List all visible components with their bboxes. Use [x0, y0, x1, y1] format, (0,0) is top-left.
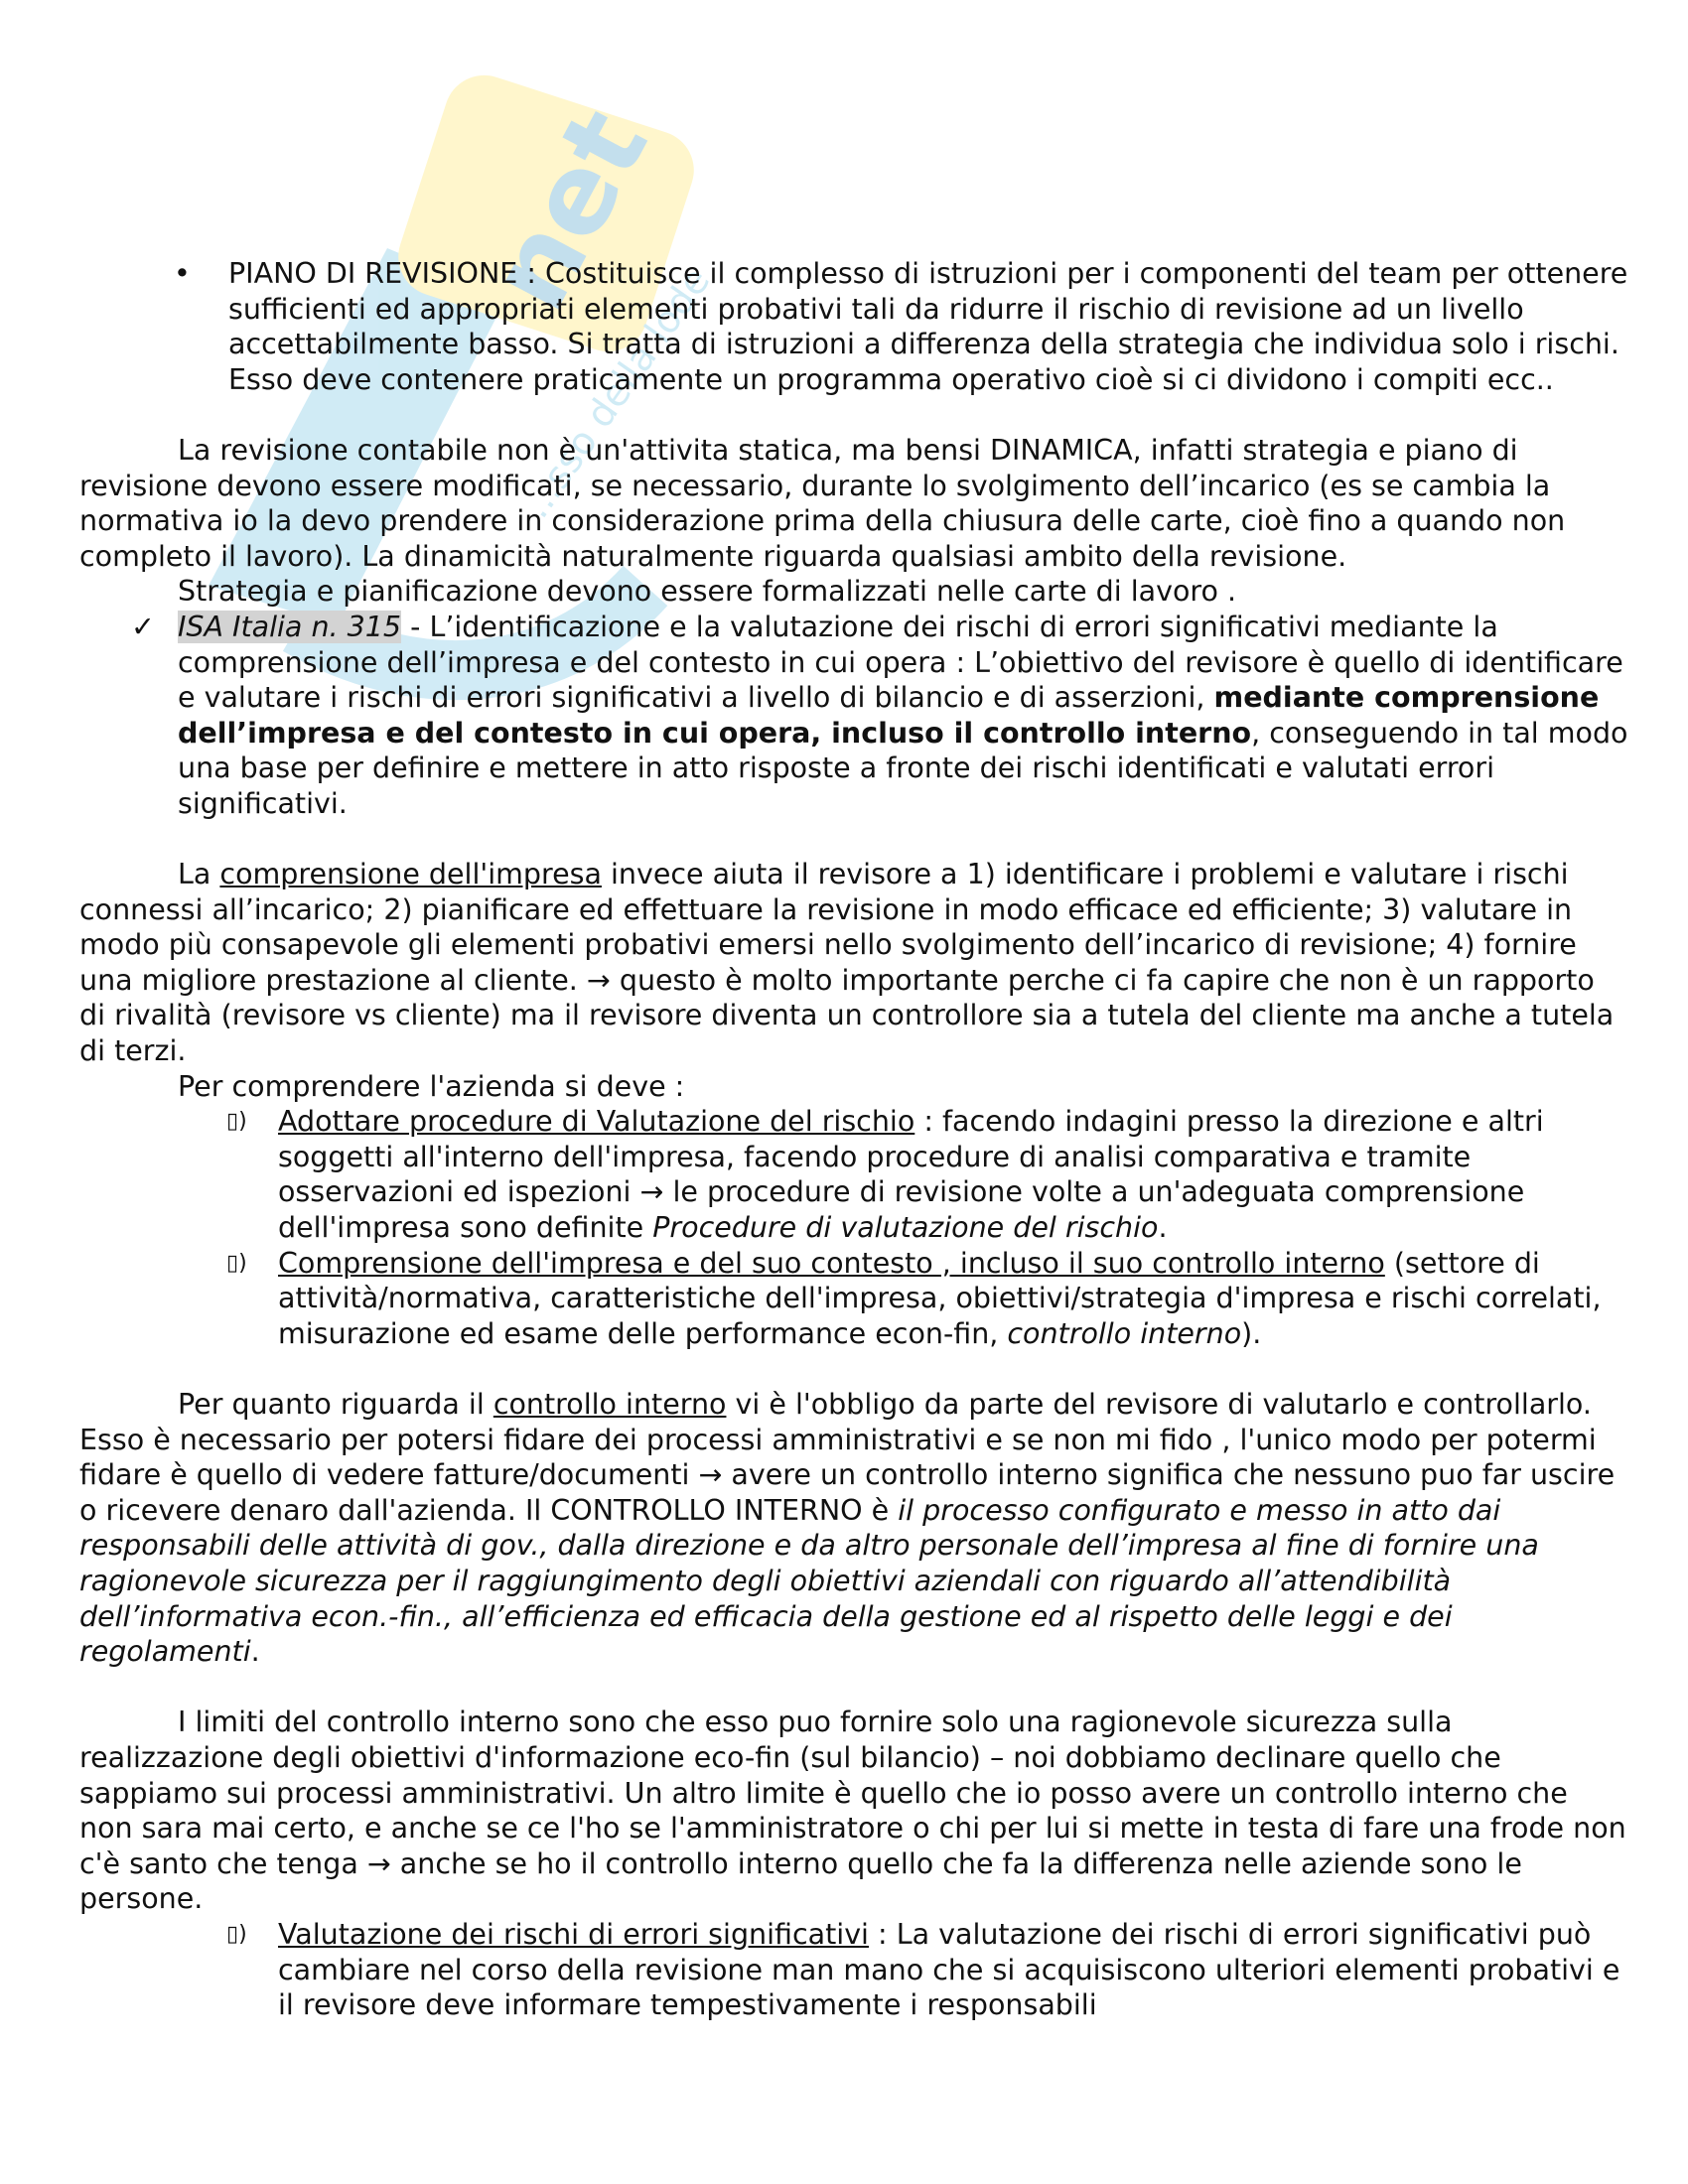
sub2-end: ).	[1241, 1316, 1262, 1350]
paragraph-comprensione	[79, 857, 1628, 1069]
paragraph-dinamica: La revisione contabile non è un'attivita statica, ma bensi DINAMICA, infatti strategia e piano di revisione devono essere modificati, se necessario, durante lo svolgimento dell’incarico (es se cambia la normativa io la devo prendere in considerazione prima della chiusura delle carte, cioè fino a quando non completo il lavoro). La dinamicità naturalmente riguarda qualsiasi ambito della revisione.	[79, 433, 1566, 573]
list-marker: ▯)	[226, 1921, 247, 1947]
sub1-end: .	[1158, 1211, 1168, 1245]
sub1-italic: Procedure di valutazione del rischio	[652, 1211, 1159, 1245]
list-marker: ▯)	[226, 1250, 247, 1276]
paragraph-limiti: I limiti del controllo interno sono che esso puo fornire solo una ragionevole sicurezza sulla realizzazione degli obiettivi d'informazione eco-fin (sul bilancio) – noi dobbiamo declinare quello che sappiamo sui processi amministrativi. Un altro limite è quello che io posso avere un controllo interno che non sara mai certo, e anche se ce l'ho se l'amministratore o chi per lui si mette in testa di fare una frode non c'è santo che tenga → anche se ho il controllo interno quello che fa la differenza nelle aziende sono le persone.	[79, 1706, 1626, 1916]
p5-end: .	[250, 1635, 260, 1669]
sub2-italic: controllo interno	[1007, 1316, 1242, 1350]
p5-italic: il processo configurato e messo in atto dai responsabili delle attività di gov., dalla direzione e da altro personale dell’impresa al fine di fornire una ragionevole sicurezza per il raggiungimento degli obiettivi aziendali con riguardo all’attendibilità dell’informativa econ.-fin., all’efficienza ed efficacia della gestione ed al rispetto delle leggi e dei regolamenti	[79, 1493, 1539, 1669]
watermark-text: net	[464, 89, 673, 330]
sub2-underline: Comprensione dell'impresa e del suo contesto , incluso il suo controllo interno	[278, 1246, 1385, 1280]
p5-start: Per quanto riguarda il	[178, 1388, 493, 1421]
bullet-label: PIANO DI REVISIONE	[228, 257, 518, 290]
bullet-piano-revisione	[79, 256, 1628, 397]
list-item-procedure	[79, 1104, 1628, 1245]
isa-text-b: , conseguendo in tal modo una base per definire e mettere in atto risposte a fronte dei rischi identificati e valutati errori significativi.	[178, 716, 1628, 820]
p3-start: La	[178, 858, 220, 891]
list-item-comprensione-impresa	[79, 1246, 1628, 1352]
sub1-underline: Adottare procedure di Valutazione del rischio	[278, 1105, 915, 1139]
paragraph-formalizzazione: Strategia e pianificazione devono essere formalizzati nelle carte di lavoro .	[178, 575, 1237, 609]
list-marker: ▯)	[226, 1109, 247, 1135]
isa-bold-text: mediante comprensione dell’impresa e del contesto in cui opera, incluso il controllo interno	[178, 681, 1600, 750]
list-item-valutazione-rischi	[79, 1917, 1628, 2023]
bullet-text: : Costituisce il complesso di istruzioni per i componenti del team per ottenere sufficienti ed appropriati elementi probativi tali da ridurre il rischio di revisione ad un livello accettabilmente basso. Si tratta di istruzioni a differenza della strategia che individua solo i rischi. Esso deve contenere praticamente un programma operativo cioè si ci dividono i compiti ecc..	[228, 257, 1628, 396]
p5-underline: controllo interno	[492, 1388, 727, 1421]
paragraph-controllo-interno	[79, 1387, 1628, 1670]
p3-rest: invece aiuta il revisore a 1) identificare i problemi e valutare i rischi connessi all’incarico; 2) pianificare ed effettuare la revisione in modo efficace ed efficiente; 3) valutare in modo più consapevole gli elementi probativi emersi nello svolgimento dell’incarico di revisione; 4) fornire una migliore prestazione al cliente. → questo è molto importante perche ci fa capire che non è un rapporto di rivalità (revisore vs cliente) ma il revisore diventa un controllore sia a tutela del cliente ma anche a tutela di terzi.	[79, 858, 1615, 1068]
p5-text: vi è l'obbligo da parte del revisore di valutarlo e controllarlo. Esso è necessario per potersi fidare dei processi amministrativi e se non mi fido , l'unico modo per potermi fidare è quello di vedere fatture/documenti → avere un controllo interno significa che nessuno puo far uscire o ricevere denaro dall'azienda. Il CONTROLLO INTERNO è	[79, 1388, 1616, 1527]
checkmark-icon: ✓	[131, 610, 155, 643]
sub1-text: : facendo indagini presso la direzione e altri soggetti all'interno dell'impresa, facendo procedure di analisi comparativa e tramite osservazioni ed ispezioni → le procedure di revisione volte a un'adeguata comprensione dell'impresa sono definite	[278, 1105, 1544, 1245]
watermark-slogan: ...sso della lode	[513, 259, 719, 526]
sub2-text: (settore di attività/normativa, caratteristiche dell'impresa, obiettivi/strategia d'impresa e rischi correlati, misurazione ed esame delle performance econ-fin,	[278, 1246, 1602, 1350]
checkmark-item-isa315	[79, 610, 1628, 822]
bullet-marker: •	[174, 257, 191, 290]
sub3-text: : La valutazione dei rischi di errori significativi può cambiare nel corso della revisione man mano che si acquisiscono ulteriori elementi probativi e il revisore deve informare tempestivamente i responsabili	[278, 1917, 1620, 2022]
isa-text-a: - L’identificazione e la valutazione dei rischi di errori significativi mediante la comprensione dell’impresa e del contesto in cui opera : L’obiettivo del revisore è quello di identificare e valutare i rischi di errori significativi a livello di bilancio e di asserzioni,	[178, 610, 1623, 715]
paragraph-per-comprendere: Per comprendere l'azienda si deve :	[178, 1069, 685, 1103]
isa-reference: ISA Italia n. 315	[178, 610, 402, 643]
p3-underline: comprensione dell'impresa	[219, 858, 602, 891]
document-body	[79, 256, 1628, 2023]
sub3-underline: Valutazione dei rischi di errori significativi	[278, 1917, 869, 1951]
